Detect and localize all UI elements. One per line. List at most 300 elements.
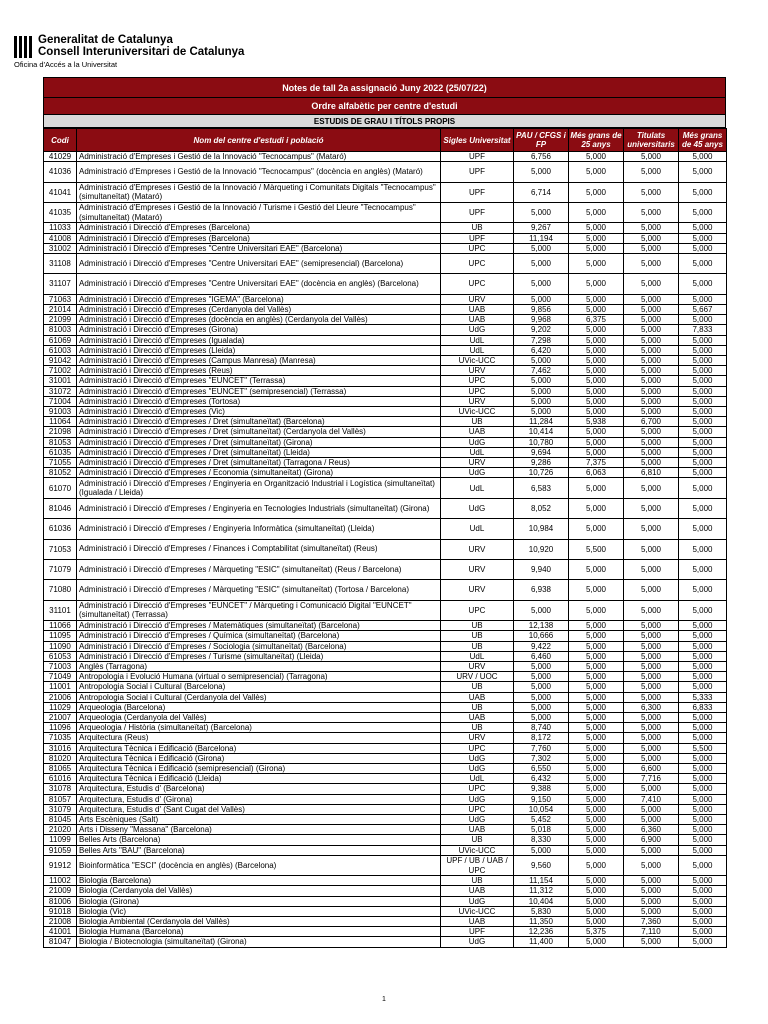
cell-centre-name: Administració i Direcció d'Empreses (docència en anglès) (Cerdanyola del Vallès) <box>77 315 441 325</box>
table-row <box>44 325 727 335</box>
cell-code: 61016 <box>44 774 77 784</box>
cell-over25: 5,000 <box>569 661 624 671</box>
cell-pau: 8,330 <box>514 835 569 845</box>
table-row <box>44 723 727 733</box>
cell-graduates: 5,000 <box>624 152 679 162</box>
cell-over45: 5,000 <box>679 458 727 468</box>
cell-university: URV / UOC <box>441 672 514 682</box>
table-row <box>44 243 727 253</box>
cell-pau: 7,298 <box>514 335 569 345</box>
table-row <box>44 855 727 875</box>
cell-graduates: 5,000 <box>624 182 679 202</box>
table-row <box>44 712 727 722</box>
cell-centre-name: Biologia (Girona) <box>77 896 441 906</box>
org-name-line3: Oficina d'Accés a la Universitat <box>14 60 118 69</box>
cell-code: 31108 <box>44 253 77 273</box>
table-row <box>44 182 727 202</box>
cell-pau: 11,154 <box>514 876 569 886</box>
cell-code: 11090 <box>44 641 77 651</box>
table-row <box>44 202 727 222</box>
cell-graduates: 5,000 <box>624 723 679 733</box>
cell-over45: 5,000 <box>679 366 727 376</box>
cell-over25: 5,000 <box>569 743 624 753</box>
cell-over25: 5,000 <box>569 733 624 743</box>
cell-over25: 5,000 <box>569 478 624 498</box>
cell-centre-name: Administració i Direcció d'Empreses / Dret (simultaneïtat) (Cerdanyola del Vallès) <box>77 427 441 437</box>
cell-pau: 5,000 <box>514 712 569 722</box>
cell-graduates: 5,000 <box>624 621 679 631</box>
col-header-university: Sigles Universitat <box>441 129 514 152</box>
cell-code: 71004 <box>44 396 77 406</box>
cell-over45: 5,000 <box>679 835 727 845</box>
cell-over25: 5,000 <box>569 294 624 304</box>
table-row <box>44 233 727 243</box>
table-row <box>44 498 727 518</box>
cell-code: 81046 <box>44 498 77 518</box>
cell-university: UdL <box>441 519 514 539</box>
cell-code: 61035 <box>44 447 77 457</box>
cell-over25: 5,000 <box>569 641 624 651</box>
cell-over45: 5,000 <box>679 753 727 763</box>
cell-graduates: 5,000 <box>624 458 679 468</box>
cell-over25: 5,000 <box>569 621 624 631</box>
cell-pau: 5,000 <box>514 355 569 365</box>
table-row <box>44 835 727 845</box>
cell-code: 31016 <box>44 743 77 753</box>
cell-code: 91003 <box>44 407 77 417</box>
cell-over25: 5,000 <box>569 202 624 222</box>
cell-centre-name: Biologia (Vic) <box>77 906 441 916</box>
cell-over45: 5,000 <box>679 519 727 539</box>
cell-code: 21099 <box>44 315 77 325</box>
cell-code: 11096 <box>44 723 77 733</box>
cell-over25: 5,000 <box>569 162 624 182</box>
cell-over25: 5,000 <box>569 784 624 794</box>
cell-code: 71063 <box>44 294 77 304</box>
cell-pau: 5,000 <box>514 672 569 682</box>
cell-over25: 5,500 <box>569 539 624 559</box>
cell-code: 71080 <box>44 580 77 600</box>
cell-over45: 5,000 <box>679 621 727 631</box>
cell-over45: 5,000 <box>679 335 727 345</box>
cell-pau: 9,286 <box>514 458 569 468</box>
cell-pau: 5,000 <box>514 396 569 406</box>
cell-code: 81006 <box>44 896 77 906</box>
cell-code: 91912 <box>44 855 77 875</box>
cell-graduates: 6,900 <box>624 835 679 845</box>
table-row <box>44 876 727 886</box>
cell-graduates: 5,000 <box>624 335 679 345</box>
cell-centre-name: Arquitectura Tècnica i Edificació (Barcelona) <box>77 743 441 753</box>
cell-code: 71049 <box>44 672 77 682</box>
table-row <box>44 937 727 947</box>
cell-code: 11064 <box>44 417 77 427</box>
cell-university: UB <box>441 702 514 712</box>
cell-centre-name: Administració d'Empreses i Gestió de la Innovació / Màrqueting i Comunitats Digitals "Tecnocampus" (simultaneïtat) (Mataró) <box>77 182 441 202</box>
cell-code: 31079 <box>44 804 77 814</box>
cell-university: UdL <box>441 651 514 661</box>
cell-code: 91042 <box>44 355 77 365</box>
cell-over45: 5,000 <box>679 162 727 182</box>
cell-over25: 5,000 <box>569 815 624 825</box>
cell-university: UPC <box>441 784 514 794</box>
cell-over25: 5,000 <box>569 519 624 539</box>
cell-code: 61003 <box>44 345 77 355</box>
cell-graduates: 5,000 <box>624 937 679 947</box>
cell-university: UdG <box>441 937 514 947</box>
cell-graduates: 5,000 <box>624 886 679 896</box>
cell-university: UPF <box>441 152 514 162</box>
cell-university: UPC <box>441 253 514 273</box>
cell-graduates: 5,000 <box>624 631 679 641</box>
cell-centre-name: Administració i Direcció d'Empreses (Igualada) <box>77 335 441 345</box>
cell-over25: 5,000 <box>569 182 624 202</box>
cell-graduates: 5,000 <box>624 876 679 886</box>
cell-over25: 5,000 <box>569 498 624 518</box>
cell-pau: 5,000 <box>514 162 569 182</box>
cell-graduates: 6,600 <box>624 764 679 774</box>
cell-pau: 9,694 <box>514 447 569 457</box>
cell-pau: 10,780 <box>514 437 569 447</box>
cell-over45: 5,000 <box>679 784 727 794</box>
cell-graduates: 5,000 <box>624 437 679 447</box>
section-heading: ESTUDIS DE GRAU I TÍTOLS PROPIS <box>43 114 726 128</box>
cell-over45: 5,000 <box>679 315 727 325</box>
table-row <box>44 294 727 304</box>
cell-graduates: 5,000 <box>624 712 679 722</box>
cell-university: UPF <box>441 182 514 202</box>
cell-university: UB <box>441 723 514 733</box>
cell-pau: 6,550 <box>514 764 569 774</box>
cell-university: UPC <box>441 274 514 294</box>
cell-over25: 5,000 <box>569 794 624 804</box>
cell-pau: 11,284 <box>514 417 569 427</box>
cell-pau: 10,726 <box>514 468 569 478</box>
cell-pau: 6,756 <box>514 152 569 162</box>
cell-code: 21014 <box>44 304 77 314</box>
cell-pau: 8,172 <box>514 733 569 743</box>
cell-centre-name: Arquitectura (Reus) <box>77 733 441 743</box>
cell-graduates: 5,000 <box>624 804 679 814</box>
cell-centre-name: Administració d'Empreses i Gestió de la Innovació / Turisme i Gestió del Lleure "Tecnocampus" (simultaneïtat) (Mataró) <box>77 202 441 222</box>
cell-university: UPF <box>441 233 514 243</box>
cell-over45: 5,000 <box>679 386 727 396</box>
table-row <box>44 651 727 661</box>
cell-centre-name: Belles Arts "BAU" (Barcelona) <box>77 845 441 855</box>
cell-code: 61036 <box>44 519 77 539</box>
cell-over45: 5,000 <box>679 447 727 457</box>
cell-over45: 5,500 <box>679 743 727 753</box>
cell-over45: 5,000 <box>679 223 727 233</box>
table-row <box>44 825 727 835</box>
table-row <box>44 682 727 692</box>
cell-pau: 9,940 <box>514 559 569 579</box>
cell-university: UdL <box>441 335 514 345</box>
cell-graduates: 5,000 <box>624 784 679 794</box>
cell-university: UPC <box>441 743 514 753</box>
cell-over45: 5,000 <box>679 559 727 579</box>
cell-code: 11066 <box>44 621 77 631</box>
table-row <box>44 223 727 233</box>
cell-code: 81047 <box>44 937 77 947</box>
cell-graduates: 5,000 <box>624 743 679 753</box>
cell-centre-name: Biologia Humana (Barcelona) <box>77 927 441 937</box>
cell-code: 41036 <box>44 162 77 182</box>
table-row <box>44 774 727 784</box>
col-header-over45: Més grans de 45 anys <box>679 129 727 152</box>
cell-university: URV <box>441 366 514 376</box>
cell-university: UAB <box>441 712 514 722</box>
cell-code: 31101 <box>44 600 77 620</box>
cell-pau: 9,560 <box>514 855 569 875</box>
table-row <box>44 519 727 539</box>
cell-graduates: 5,000 <box>624 519 679 539</box>
cell-over45: 5,000 <box>679 478 727 498</box>
cell-code: 71002 <box>44 366 77 376</box>
table-row <box>44 661 727 671</box>
cell-graduates: 5,000 <box>624 447 679 457</box>
cutoff-table <box>43 128 727 948</box>
cell-code: 21020 <box>44 825 77 835</box>
cell-over25: 5,000 <box>569 804 624 814</box>
table-row <box>44 600 727 620</box>
cell-university: UPF <box>441 202 514 222</box>
cell-over45: 5,000 <box>679 794 727 804</box>
cell-university: UdL <box>441 774 514 784</box>
cell-code: 71055 <box>44 458 77 468</box>
cell-code: 11002 <box>44 876 77 886</box>
table-row <box>44 376 727 386</box>
cell-code: 61053 <box>44 651 77 661</box>
cell-pau: 5,830 <box>514 906 569 916</box>
cell-code: 41008 <box>44 233 77 243</box>
cell-over25: 5,000 <box>569 600 624 620</box>
cell-university: UVic-UCC <box>441 407 514 417</box>
cell-code: 81003 <box>44 325 77 335</box>
cell-code: 41029 <box>44 152 77 162</box>
cell-code: 21006 <box>44 692 77 702</box>
cell-pau: 7,760 <box>514 743 569 753</box>
cell-over25: 5,000 <box>569 447 624 457</box>
cell-centre-name: Administració i Direcció d'Empreses "IGEMA" (Barcelona) <box>77 294 441 304</box>
cell-code: 11099 <box>44 835 77 845</box>
cell-over25: 5,000 <box>569 753 624 763</box>
table-row <box>44 417 727 427</box>
cell-centre-name: Administració i Direcció d'Empreses "Centre Universitari EAE" (docència en anglès) (Barcelona) <box>77 274 441 294</box>
cell-code: 71003 <box>44 661 77 671</box>
cell-university: UB <box>441 417 514 427</box>
cell-university: UAB <box>441 886 514 896</box>
cell-code: 81057 <box>44 794 77 804</box>
table-row <box>44 621 727 631</box>
table-row <box>44 539 727 559</box>
cell-pau: 5,000 <box>514 407 569 417</box>
cell-centre-name: Administració i Direcció d'Empreses / Turisme (simultaneïtat) (Lleida) <box>77 651 441 661</box>
cell-university: UPF / UB / UAB / UPC <box>441 855 514 875</box>
cell-over45: 5,000 <box>679 580 727 600</box>
cell-centre-name: Administració i Direcció d'Empreses (Reus) <box>77 366 441 376</box>
cell-over25: 5,000 <box>569 845 624 855</box>
table-row <box>44 815 727 825</box>
cell-university: UAB <box>441 692 514 702</box>
cell-over45: 5,000 <box>679 468 727 478</box>
table-row <box>44 427 727 437</box>
cell-graduates: 7,360 <box>624 917 679 927</box>
cell-centre-name: Biologia Ambiental (Cerdanyola del Vallès) <box>77 917 441 927</box>
table-row <box>44 396 727 406</box>
cell-graduates: 5,000 <box>624 753 679 763</box>
cell-university: URV <box>441 458 514 468</box>
cell-over45: 5,000 <box>679 396 727 406</box>
cell-code: 31107 <box>44 274 77 294</box>
cell-code: 71079 <box>44 559 77 579</box>
cell-centre-name: Arquitectura, Estudis d' (Barcelona) <box>77 784 441 794</box>
cell-graduates: 5,000 <box>624 345 679 355</box>
cell-pau: 5,000 <box>514 376 569 386</box>
col-header-code: Codi <box>44 129 77 152</box>
cell-over25: 5,000 <box>569 233 624 243</box>
cell-code: 11095 <box>44 631 77 641</box>
document-title: Notes de tall 2a assignació Juny 2022 (25/07/22) <box>43 77 726 97</box>
cell-centre-name: Administració i Direcció d'Empreses (Tortosa) <box>77 396 441 406</box>
table-row <box>44 366 727 376</box>
cell-graduates: 5,000 <box>624 498 679 518</box>
cell-centre-name: Biologia / Biotecnologia (simultaneïtat) (Girona) <box>77 937 441 947</box>
cell-over45: 5,000 <box>679 651 727 661</box>
cell-graduates: 7,716 <box>624 774 679 784</box>
table-row <box>44 672 727 682</box>
cell-over45: 5,000 <box>679 253 727 273</box>
cell-pau: 5,000 <box>514 274 569 294</box>
cell-graduates: 5,000 <box>624 407 679 417</box>
table-row <box>44 355 727 365</box>
cell-graduates: 5,000 <box>624 580 679 600</box>
table-row <box>44 559 727 579</box>
cell-over25: 5,000 <box>569 559 624 579</box>
cell-over45: 5,000 <box>679 345 727 355</box>
cell-over45: 5,000 <box>679 355 727 365</box>
cell-graduates: 7,110 <box>624 927 679 937</box>
cell-over45: 5,000 <box>679 764 727 774</box>
cell-university: UPC <box>441 600 514 620</box>
cell-graduates: 5,000 <box>624 651 679 661</box>
cell-over45: 5,000 <box>679 152 727 162</box>
cell-centre-name: Antropologia i Evolució Humana (virtual o semipresencial) (Tarragona) <box>77 672 441 682</box>
cell-over45: 5,000 <box>679 407 727 417</box>
org-name-line1: Generalitat de Catalunya <box>38 34 173 46</box>
generalitat-logo <box>14 34 244 70</box>
cell-graduates: 7,410 <box>624 794 679 804</box>
cell-graduates: 5,000 <box>624 539 679 559</box>
cell-university: UPC <box>441 243 514 253</box>
table-row <box>44 692 727 702</box>
cell-over25: 5,000 <box>569 774 624 784</box>
cell-pau: 5,000 <box>514 253 569 273</box>
cell-pau: 9,422 <box>514 641 569 651</box>
cell-pau: 9,150 <box>514 794 569 804</box>
cell-centre-name: Administració i Direcció d'Empreses (Lleida) <box>77 345 441 355</box>
cell-code: 71053 <box>44 539 77 559</box>
cell-centre-name: Administració i Direcció d'Empreses (Vic) <box>77 407 441 417</box>
cell-over25: 7,375 <box>569 458 624 468</box>
cell-over45: 5,000 <box>679 906 727 916</box>
table-row <box>44 447 727 457</box>
cell-university: UAB <box>441 825 514 835</box>
cell-code: 91018 <box>44 906 77 916</box>
cell-centre-name: Arqueologia (Barcelona) <box>77 702 441 712</box>
cell-over25: 5,000 <box>569 651 624 661</box>
cell-university: UdL <box>441 478 514 498</box>
table-row <box>44 274 727 294</box>
cell-graduates: 5,000 <box>624 366 679 376</box>
cell-over25: 5,000 <box>569 896 624 906</box>
cell-graduates: 5,000 <box>624 896 679 906</box>
cell-graduates: 6,360 <box>624 825 679 835</box>
cell-university: UVic-UCC <box>441 355 514 365</box>
cell-graduates: 5,000 <box>624 396 679 406</box>
table-row <box>44 152 727 162</box>
cell-pau: 10,666 <box>514 631 569 641</box>
cell-over25: 5,000 <box>569 223 624 233</box>
cell-pau: 11,194 <box>514 233 569 243</box>
table-header-row <box>44 129 727 152</box>
cell-graduates: 5,000 <box>624 661 679 671</box>
cell-over25: 5,000 <box>569 835 624 845</box>
table-row <box>44 631 727 641</box>
cell-graduates: 5,000 <box>624 243 679 253</box>
cell-over45: 5,000 <box>679 182 727 202</box>
cell-code: 21007 <box>44 712 77 722</box>
cell-over45: 5,000 <box>679 417 727 427</box>
cell-over25: 5,000 <box>569 366 624 376</box>
cell-over45: 5,000 <box>679 233 727 243</box>
cell-pau: 6,583 <box>514 478 569 498</box>
cell-over45: 5,000 <box>679 600 727 620</box>
cell-code: 31078 <box>44 784 77 794</box>
cell-over45: 5,000 <box>679 498 727 518</box>
cell-pau: 8,740 <box>514 723 569 733</box>
cell-university: UdG <box>441 325 514 335</box>
cell-over25: 5,000 <box>569 427 624 437</box>
cell-over45: 5,000 <box>679 937 727 947</box>
cell-university: URV <box>441 294 514 304</box>
cell-pau: 5,000 <box>514 661 569 671</box>
cell-university: UAB <box>441 315 514 325</box>
cell-over45: 5,000 <box>679 427 727 437</box>
cell-over45: 5,000 <box>679 876 727 886</box>
cell-over25: 5,000 <box>569 712 624 722</box>
cell-pau: 6,938 <box>514 580 569 600</box>
cell-over25: 5,000 <box>569 580 624 600</box>
cell-over25: 5,000 <box>569 253 624 273</box>
table-row <box>44 304 727 314</box>
cell-centre-name: Administració i Direcció d'Empreses (Cerdanyola del Vallès) <box>77 304 441 314</box>
cell-over25: 5,000 <box>569 345 624 355</box>
cell-pau: 7,302 <box>514 753 569 763</box>
table-row <box>44 753 727 763</box>
cell-code: 41001 <box>44 927 77 937</box>
cell-university: UdG <box>441 794 514 804</box>
table-row <box>44 437 727 447</box>
table-row <box>44 896 727 906</box>
cell-graduates: 5,000 <box>624 315 679 325</box>
table-row <box>44 386 727 396</box>
cell-centre-name: Arts i Disseny "Massana" (Barcelona) <box>77 825 441 835</box>
cell-graduates: 5,000 <box>624 386 679 396</box>
table-row <box>44 927 727 937</box>
cell-university: UPC <box>441 804 514 814</box>
cell-graduates: 5,000 <box>624 355 679 365</box>
